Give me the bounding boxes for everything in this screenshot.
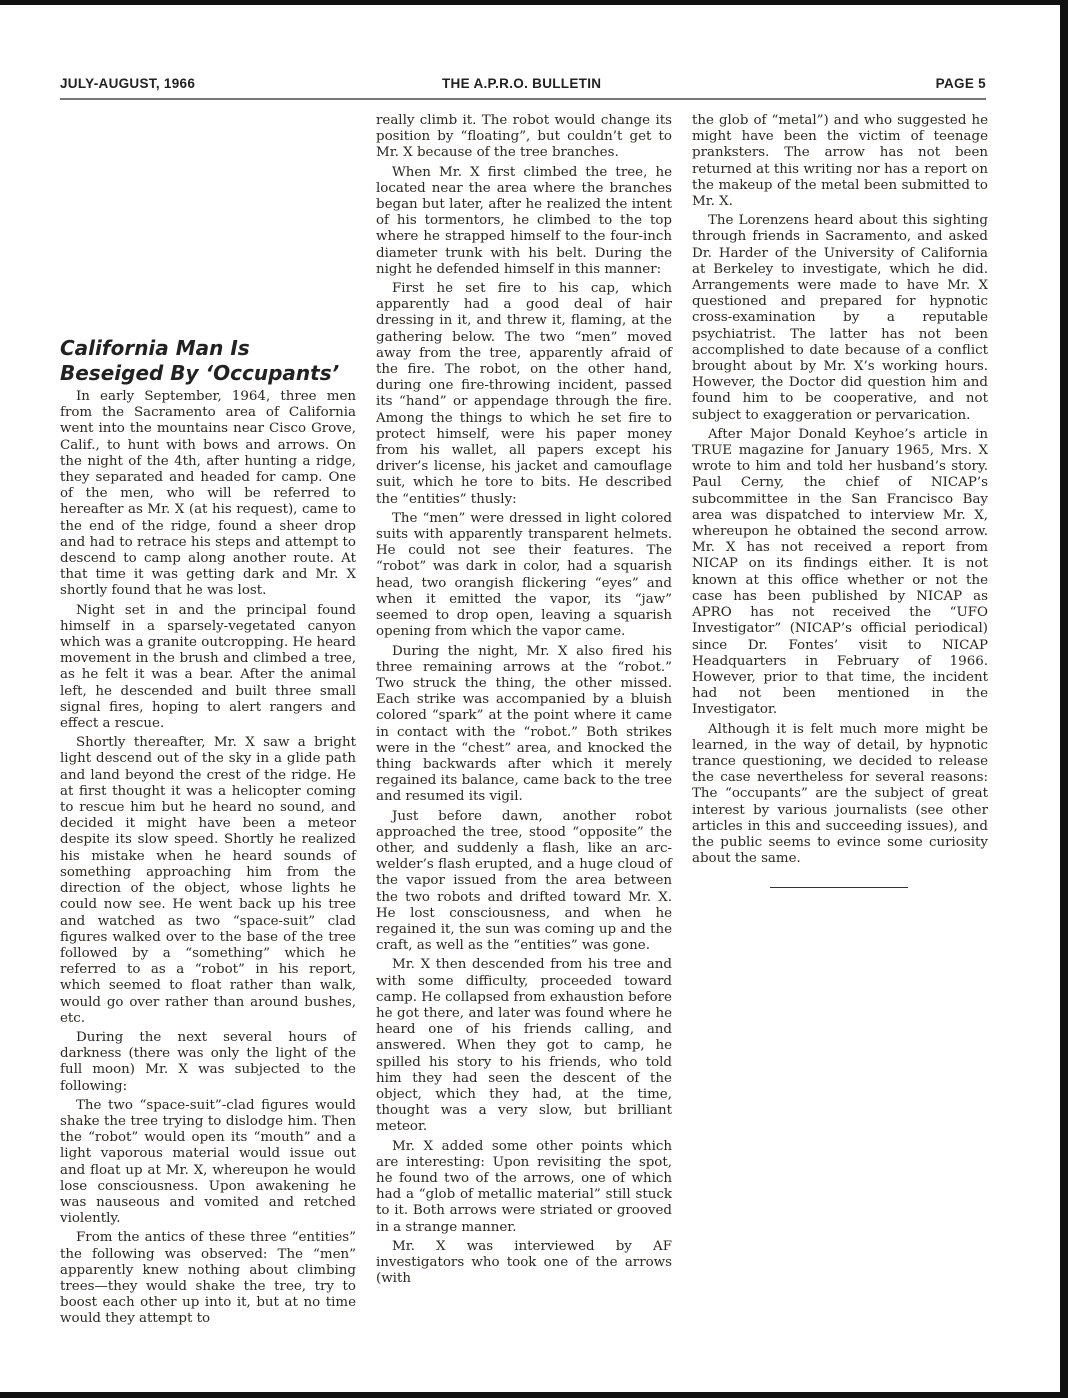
paragraph: Although it is felt much more might be learned, in the way of detail, by hypnotic trance questioning, we decided to release the case nevertheless for several reasons: The “occupants” are the subject of great interest by various journalists (see other articles in this and succeeding issues), and the public seems to evince some curiosity about the same. [692,721,988,867]
title-line-2: Beseiged By ‘Occupants’ [60,361,340,385]
title-line-1: California Man Is [60,336,250,360]
publication-name: THE A.P.R.O. BULLETIN [442,76,602,91]
scan-edge-bottom [0,1392,1068,1398]
scan-edge-right [1060,0,1068,1398]
paragraph: The Lorenzens heard about this sighting through friends in Sacramento, and asked Dr. Harder of the University of California at Berkeley to investigate, which he did. Arrangements were made to have Mr. X questioned and prepared for hypnotic cross-examination by a reputable psychiatrist. The latter has not been accomplished to date because of a conflict brought about by Mr. X’s working hours. However, the Doctor did question him and found him to be cooperative, and not subject to exaggeration or pervarication. [692,213,988,423]
paragraph: really climb it. The robot would change its position by “floating”, but couldn’t get to Mr. X because of the tree branches. [376,113,672,161]
running-header [60,76,986,94]
paragraph: From the antics of these three “entities” the following was observed: The “men” apparently knew nothing about climbing trees—they would shake the tree, try to boost each other up into it, but at no time would they attempt to [60,1230,356,1327]
paragraph: Shortly thereafter, Mr. X saw a bright light descend out of the sky in a glide path and land beyond the crest of the ridge. He at first thought it was a helicopter coming to rescue him but he heard no sound, and decided it might have been a meteor despite its slow speed. Shortly he realized his mistake when he heard sounds of something approaching him from the direction of the object, whose lights he could now see. He went back up his tree and watched as two “space-suit” clad figures walked over to the base of the tree followed by a “something” which he referred to as a “robot” in his report, which seemed to float rather than walk, would go over rather than around bushes, etc. [60,735,356,1026]
paragraph: During the night, Mr. X also fired his three remaining arrows at the “robot.” Two struck the thing, the other missed. Each strike was accompanied by a bluish colored “spark” at the point where it came in contact with the “robot.” Both strikes were in the “chest” area, and knocked the thing backwards after which it merely regained its balance, came back to the tree and resumed its vigil. [376,643,672,805]
issue-date: JULY-AUGUST, 1966 [60,76,196,91]
paragraph: When Mr. X first climbed the tree, he located near the area where the branches began but later, after he realized the intent of his tormentors, he climbed to the top where he strapped himself to the four-inch diameter trunk with his belt. During the night he defended himself in this manner: [376,164,672,277]
paragraph: The two “space-suit”-clad figures would shake the tree trying to dislodge him. Then the “robot” would open its “mouth” and a light vaporous material would issue out and float up at Mr. X, whereupon he would lose consciousness. Upon awakening he was nauseous and vomited and retched violently. [60,1097,356,1227]
article-title [60,336,360,386]
header-rule [60,98,986,100]
column-3 [692,113,988,870]
paragraph: In early September, 1964, three men from the Sacramento area of California went into the mountains near Cisco Grove, Calif., to hunt with bows and arrows. On the night of the 4th, after hunting a ridge, they separated and headed for camp. One of the men, who will be referred to hereafter as Mr. X (at his request), came to the end of the ridge, found a sheer drop and had to retrace his steps and attempt to descend to camp along another route. At that time it was getting dark and Mr. X shortly found that he was lost. [60,389,356,599]
paragraph: During the next several hours of darkness (there was only the light of the full moon) Mr. X was subjected to the following: [60,1029,356,1094]
page-number: PAGE 5 [935,76,986,91]
scan-edge-top [0,0,1068,5]
paragraph: Mr. X then descended from his tree and with some difficulty, proceeded toward camp. He collapsed from exhaustion before he got there, and later was found where he heard one of his friends calling, and answered. When they got to camp, he spilled his story to his friends, who told him they had seen the descent of the object, which they had, at the time, thought was a very slow, but brilliant meteor. [376,957,672,1135]
paragraph: the glob of “metal”) and who suggested he might have been the victim of teenage pranksters. The arrow has not been returned at this writing nor has a report on the makeup of the metal been submitted to Mr. X. [692,113,988,210]
paragraph: After Major Donald Keyhoe’s article in TRUE magazine for January 1965, Mrs. X wrote to him and told her husband’s story. Paul Cerny, the chief of NICAP’s subcommittee in the San Francisco Bay area was dispatched to interview Mr. X, whereupon he obtained the second arrow. Mr. X has not received a report from NICAP on its findings either. It is not known at this office whether or not the case has been published by NICAP as APRO has not received the “UFO Investigator” (NICAP’s official periodical) since Dr. Fontes’ visit to NICAP Headquarters in February of 1966. However, prior to that time, the incident had not been mentioned in the Investigator. [692,426,988,718]
paragraph: Mr. X was interviewed by AF investigators who took one of the arrows (with [376,1238,672,1287]
article-end-rule [770,887,908,888]
paragraph: Just before dawn, another robot approached the tree, stood “opposite” the other, and suddenly a flash, like an arc-welder’s flash erupted, and a huge cloud of the vapor issued from the area between the two robots and drifted toward Mr. X. He lost consciousness, and when he regained it, the sun was coming up and the craft, as well as the “entities” was gone. [376,808,672,954]
paragraph: Night set in and the principal found himself in a sparsely-vegetated canyon which was a granite outcropping. He heard movement in the brush and climbed a tree, as he felt it was a bear. After the animal left, he descended and built three small signal fires, hoping to alert rangers and effect a rescue. [60,602,356,732]
paragraph: First he set fire to his cap, which apparently had a good deal of hair dressing in it, and threw it, flaming, at the gathering below. The two “men” moved away from the tree, apparently afraid of the fire. The robot, on the other hand, during one fire-throwing incident, passed its “hand” or appendage through the fire. Among the things to which he set fire to protect himself, were his paper money from his wallet, all papers except his driver’s license, his jacket and camouflage suit, which he tore to bits. He described the “entities” thusly: [376,281,672,507]
column-1 [60,389,356,1331]
paragraph: The “men” were dressed in light colored suits with apparently transparent helmets. He could not see their features. The “robot” was dark in color, had a squarish head, two orangish flickering “eyes” and when it emitted the vapor, its “jaw” seemed to drop open, leaving a squarish opening from which the vapor came. [376,510,672,640]
paragraph: Mr. X added some other points which are interesting: Upon revisiting the spot, he found two of the arrows, one of which had a “glob of metallic material” still stuck to it. Both arrows were striated or grooved in a strange manner. [376,1138,672,1235]
column-2 [376,113,672,1290]
